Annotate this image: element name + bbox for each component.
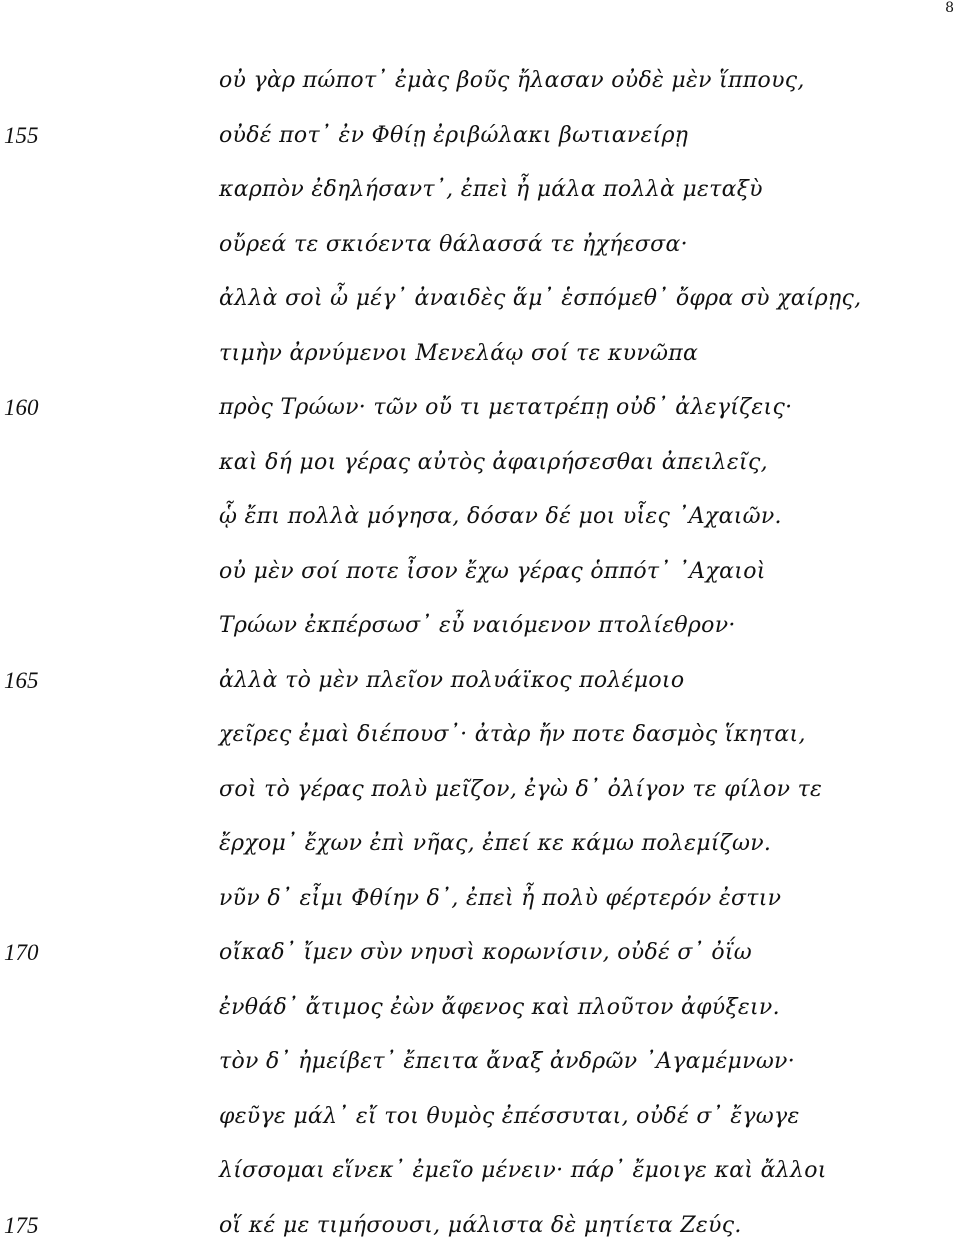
verse-text: πρὸς Τρώων· τῶν οὔ τι μετατρέπῃ οὐδ᾽ ἀλεγίζεις·: [219, 395, 793, 420]
verse-line: [0, 109, 960, 164]
line-number: 165: [4, 667, 39, 693]
verse-line: [0, 817, 960, 872]
verse-line: [0, 1144, 960, 1199]
line-number: 155: [4, 122, 39, 148]
line-number: 170: [4, 940, 39, 965]
verse-line: [0, 981, 960, 1036]
verse-line: [0, 599, 960, 654]
verse-text: ἔρχομ᾽ ἔχων ἐπὶ νῆας, ἐπεί κε κάμω πολεμίζων.: [219, 831, 772, 856]
verse-line: [0, 272, 960, 327]
verse-line: [0, 436, 960, 491]
verse-text: ἀλλὰ σοὶ ὦ μέγ᾽ ἀναιδὲς ἅμ᾽ ἑσπόμεθ᾽ ὄφρα σὺ χαίρῃς,: [219, 286, 862, 311]
verse-line: [0, 54, 960, 109]
verse-text: καὶ δή μοι γέρας αὐτὸς ἀφαιρήσεσθαι ἀπειλεῖς,: [219, 449, 768, 475]
verse-text: οὐδέ ποτ᾽ ἐν Φθίῃ ἐριβώλακι βωτιανείρῃ: [219, 122, 689, 148]
verse-line: [0, 218, 960, 273]
verse-text: Τρώων ἐκπέρσωσ᾽ εὖ ναιόμενον πτολίεθρον·: [219, 613, 736, 638]
verse-text: ᾧ ἔπι πολλὰ μόγησα, δόσαν δέ μοι υἷες ᾿Αχαιῶν.: [219, 504, 782, 529]
verse-line: [0, 926, 960, 981]
verse-text: ἐνθάδ᾽ ἄτιμος ἐὼν ἄφενος καὶ πλοῦτον ἀφύξειν.: [219, 994, 780, 1020]
verse-line: [0, 763, 960, 818]
verse-line: [0, 1090, 960, 1145]
verse-text: λίσσομαι εἵνεκ᾽ ἐμεῖο μένειν· πάρ᾽ ἔμοιγε καὶ ἄλλοι: [219, 1158, 827, 1183]
verse-line: [0, 1035, 960, 1090]
verse-text: τὸν δ᾽ ἠμείβετ᾽ ἔπειτα ἄναξ ἀνδρῶν ᾿Αγαμέμνων·: [219, 1049, 796, 1074]
page-number: 8: [945, 0, 954, 16]
verse-line: [0, 381, 960, 436]
verse-line: [0, 872, 960, 927]
verse-text: νῦν δ᾽ εἶμι Φθίην δ᾽, ἐπεὶ ἦ πολὺ φέρτερόν ἐστιν: [219, 885, 782, 911]
verse-line: [0, 490, 960, 545]
verse-text: οὐ γὰρ πώποτ᾽ ἐμὰς βοῦς ἤλασαν οὐδὲ μὲν ἵππους,: [219, 68, 805, 93]
verse-text: χεῖρες ἐμαὶ διέπουσ᾽· ἀτὰρ ἤν ποτε δασμὸς ἵκηται,: [219, 722, 806, 747]
verse-line: [0, 1199, 960, 1253]
verse-text: οὐ μὲν σοί ποτε ἶσον ἔχω γέρας ὁππότ᾽ ᾿Αχαιοὶ: [219, 558, 766, 584]
verse-text: ἀλλὰ τὸ μὲν πλεῖον πολυάϊκος πολέμοιο: [219, 667, 685, 693]
verse-text: οὔρεά τε σκιόεντα θάλασσά τε ἠχήεσσα·: [219, 231, 688, 257]
line-number: 175: [4, 1212, 39, 1238]
poem-text: [0, 54, 960, 1253]
verse-line: [0, 654, 960, 709]
verse-text: φεῦγε μάλ᾽ εἴ τοι θυμὸς ἐπέσσυται, οὐδέ σ᾽ ἔγωγε: [219, 1103, 800, 1129]
verse-line: [0, 545, 960, 600]
verse-text: καρπὸν ἐδηλήσαντ᾽, ἐπεὶ ἦ μάλα πολλὰ μεταξὺ: [219, 177, 763, 202]
verse-text: σοὶ τὸ γέρας πολὺ μεῖζον, ἐγὼ δ᾽ ὀλίγον τε φίλον τε: [219, 776, 823, 802]
verse-text: τιμὴν ἀρνύμενοι Μενελάῳ σοί τε κυνῶπα: [219, 340, 699, 366]
verse-line: [0, 163, 960, 218]
verse-text: οἴκαδ᾽ ἴμεν σὺν νηυσὶ κορωνίσιν, οὐδέ σ᾽ ὀΐω: [219, 940, 753, 965]
verse-text: οἵ κέ με τιμήσουσι, μάλιστα δὲ μητίετα Ζεύς.: [219, 1212, 742, 1238]
verse-line: [0, 327, 960, 382]
verse-line: [0, 708, 960, 763]
line-number: 160: [4, 395, 39, 420]
